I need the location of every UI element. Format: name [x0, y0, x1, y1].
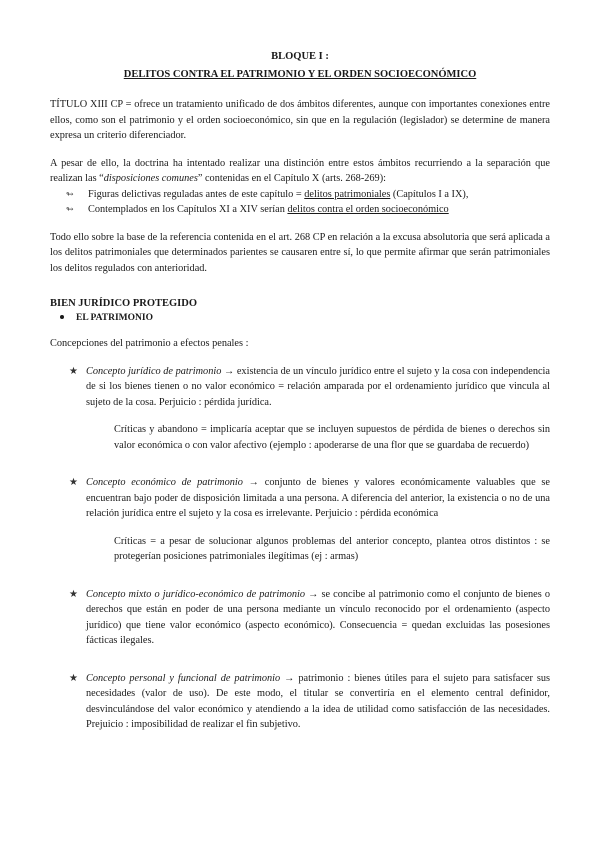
- list-item: ↬ Figuras delictivas reguladas antes de este capítulo = delitos patrimoniales (Capítulos I a IX),: [50, 187, 550, 203]
- intro-paragraph-2: A pesar de ello, la doctrina ha intentado realizar una distinción entre estos ámbitos recurriendo a la separación que realizan las “disposiciones comunes” contenidas en el Capítulo X (arts. 268-269):: [50, 157, 550, 184]
- subsection-heading: EL PATRIMONIO: [50, 311, 550, 326]
- concept-note: Críticas y abandono = implicaría aceptar que se incluyen supuestos de pérdida de bienes o derechos sin valor económica o con valor afectivo (ejemplo : apoderarse de una flor que se guardaba de recuerdo): [114, 424, 550, 451]
- star-icon: ★: [69, 588, 78, 600]
- concept-item: ★ Concepto económico de patrimonio → conjunto de bienes y valores económicamente valuables que se encuentran bajo poder de disposición limitada a una persona. A diferencia del anterior, la existencia o no de una relación jurídica entre el sujeto y la cosa es irrelevante. Perjuicio : pérdida económica: [69, 477, 550, 519]
- curved-arrow-icon: ↬: [66, 204, 74, 214]
- concept-note: Críticas = a pesar de solucionar algunos problemas del anterior concepto, plantea otros distintos : se protegerían posiciones patrimoniales ilegítimas (ej : armas): [114, 535, 550, 562]
- star-icon: ★: [69, 672, 78, 684]
- concept-item: ★ Concepto mixto o jurídico-económico de patrimonio → se concibe al patrimonio como el conjunto de bienes o derechos que están en poder de una persona mediante un vínculo reconocido por el ordenamiento (aspecto jurídico) que tiene valor económico (aspecto económico). Consecuencia = quedan excluidas las posesiones fácticas ilegales.: [69, 588, 550, 646]
- section-heading: BIEN JURÍDICO PROTEGIDO: [50, 298, 198, 309]
- star-icon: ★: [69, 365, 78, 377]
- intro-paragraph-3: Todo ello sobre la base de la referencia contenida en el art. 268 CP en relación a la excusa absolutoria que será aplicada a los delitos patrimoniales que determinados parientes se causaren entre sí, lo que permite afirmar que serán patrimoniales los delitos regulados con anterioridad.: [50, 231, 550, 274]
- concept-item: ★ Concepto jurídico de patrimonio → existencia de un vínculo jurídico entre el sujeto y la cosa con independencia de si los bienes tienen o no valor económico = relación amparada por el ordenamiento jurídico que vincula al sujeto de la cosa. Perjuicio : pérdida jurídica.: [69, 365, 550, 408]
- concept-item: ★ Concepto personal y funcional de patrimonio → patrimonio : bienes útiles para el sujeto para satisfacer sus necesidades (valor de uso). De este modo, el titular se convertiría en el elemento central definidor, desvinculándose del valor económico y atendiendo a la idea de utilidad como satisfacción de las necesidades. Prejuicio : imposibilidad de realizar el fin subjetivo.: [69, 672, 551, 730]
- star-icon: ★: [69, 477, 78, 488]
- block-subtitle: DELITOS CONTRA EL PATRIMONIO Y EL ORDEN SOCIOECONÓMICO: [123, 69, 477, 80]
- curved-arrow-icon: ↬: [66, 188, 74, 199]
- distinction-list: [50, 187, 550, 218]
- concepts-lead: Concepciones del patrimonio a efectos penales :: [50, 338, 249, 349]
- list-item: ↬ Contemplados en los Capítulos XI a XIV serían delitos contra el orden socioeconómico: [50, 202, 550, 218]
- block-title: BLOQUE I :: [271, 51, 329, 62]
- bullet-dot-icon: [60, 315, 64, 319]
- intro-paragraph-1: TÍTULO XIII CP = ofrece un tratamiento unificado de dos ámbitos diferentes, aunque con importantes conexiones entre ellos, como son el patrimonio y el orden socioeconómico, sin que en la regulación (legislador) se determine de manera expresa un criterio diferenciador.: [50, 99, 550, 141]
